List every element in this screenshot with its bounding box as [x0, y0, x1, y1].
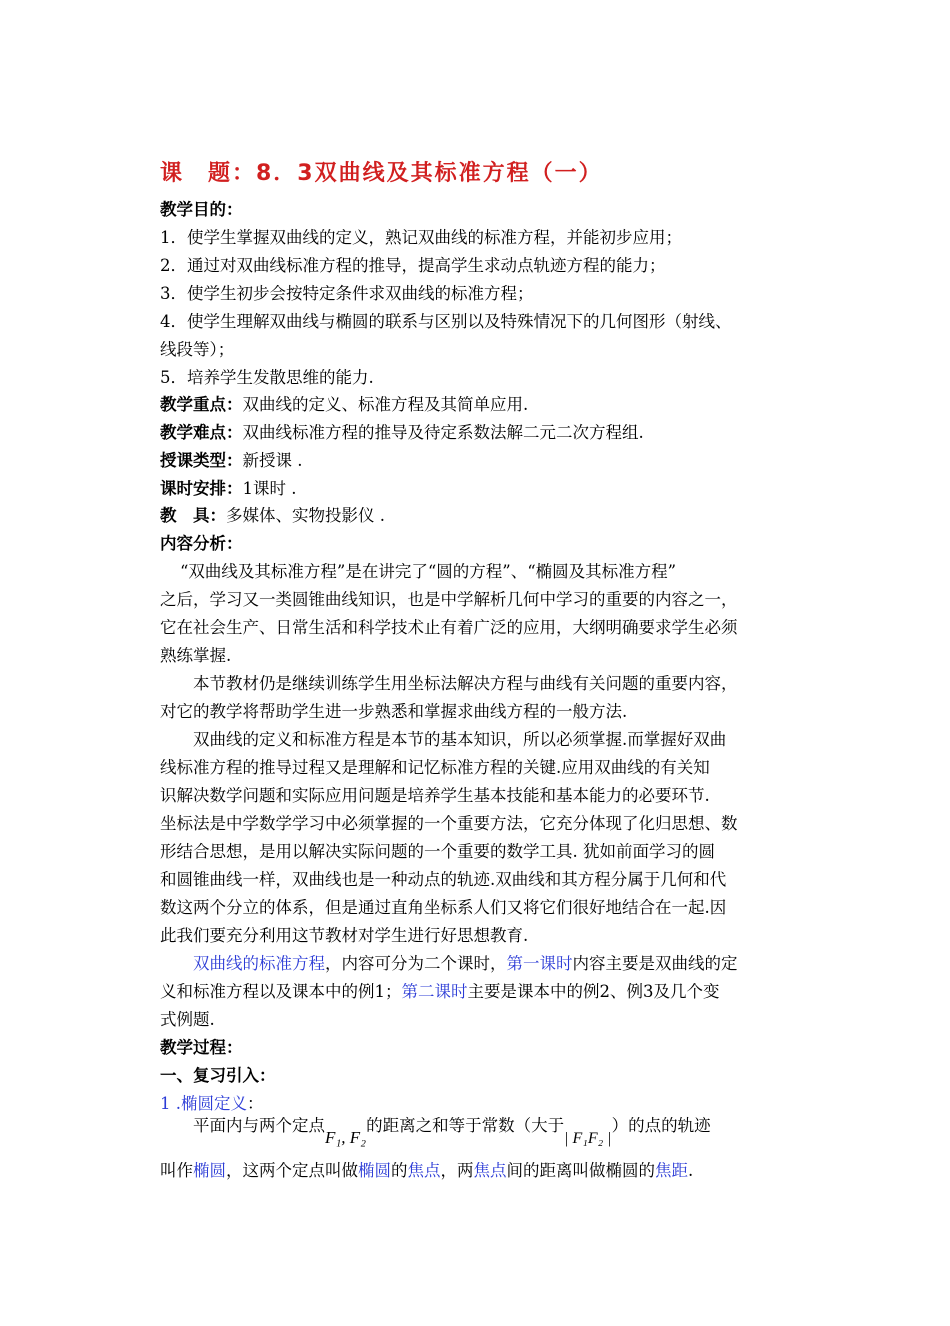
- ellipse-text: ）的点的轨迹: [611, 1116, 711, 1135]
- process-heading: 教学过程：: [160, 1038, 243, 1057]
- analysis-p3-line: 形结合思想，是用以解决实际问题的一个重要的数学工具. 犹如前面学习的圆: [160, 842, 715, 861]
- difficulty: [160, 419, 792, 447]
- difficulty-label: 教学难点：: [160, 423, 243, 442]
- math-foci: F₁, F₂: [325, 1128, 367, 1147]
- ellipse-def-line2: [160, 1157, 792, 1185]
- key-points: [160, 391, 792, 419]
- analysis-p3-line: 识解决数学问题和实际应用问题是培养学生基本技能和基本能力的必要环节.: [160, 786, 710, 805]
- ellipse-text: ，两: [440, 1161, 474, 1180]
- ellipse-text: 间的距离叫做椭圆的: [506, 1161, 655, 1180]
- analysis-p4-text: 主要是课本中的例2、例3及几个变: [467, 982, 720, 1001]
- link-focal-length[interactable]: 焦距: [655, 1161, 688, 1180]
- link-first-lesson[interactable]: 第一课时: [506, 954, 573, 973]
- analysis-p4-text: 义和标准方程以及课本中的例1；: [160, 982, 402, 1001]
- tools-text: 多媒体、实物投影仪 .: [226, 506, 385, 525]
- link-hyperbola-equation[interactable]: 双曲线的标准方程: [193, 954, 325, 973]
- analysis-p4-line3: 式例题.: [160, 1010, 215, 1029]
- link-ellipse[interactable]: 椭圆: [358, 1161, 391, 1180]
- analysis-p3-line: 双曲线的定义和标准方程是本节的基本知识，所以必须掌握.而掌握好双曲: [193, 730, 727, 749]
- time-arrangement: [160, 475, 792, 503]
- analysis-p2-line: 本节教材仍是继续训练学生用坐标法解决方程与曲线有关问题的重要内容，: [193, 674, 738, 693]
- analysis-p1-line: 之后，学习又一类圆锥曲线知识，也是中学解析几何中学习的重要的内容之一，: [160, 590, 738, 609]
- analysis-p4-line2: [160, 978, 792, 1006]
- key-points-label: 教学重点：: [160, 395, 243, 414]
- analysis-p4-line1: [193, 950, 825, 978]
- analysis-p1-line: “双曲线及其标准方程”是在讲完了“圆的方程”、“椭圆及其标准方程”: [180, 562, 677, 581]
- colon: ：: [247, 1094, 264, 1113]
- analysis-p3-line: 和圆锥曲线一样，双曲线也是一种动点的轨迹.双曲线和其方程分属于几何和代: [160, 870, 727, 889]
- key-points-text: 双曲线的定义、标准方程及其简单应用.: [242, 395, 529, 414]
- analysis-p3-line: 此我们要充分利用这节教材对学生进行好思想教育.: [160, 926, 529, 945]
- analysis-p3-line: 线标准方程的推导过程又是理解和记忆标准方程的关键.应用双曲线的有关知: [160, 758, 710, 777]
- link-focus[interactable]: 焦点: [407, 1161, 441, 1180]
- analysis-heading: 内容分析：: [160, 534, 243, 553]
- ellipse-text: ，这两个定点叫做: [226, 1161, 358, 1180]
- objective-item: 4．使学生理解双曲线与椭圆的联系与区别以及特殊情况下的几何图形（射线、: [160, 312, 732, 331]
- analysis-p1-line: 它在社会生产、日常生活和科学技术止有着广泛的应用，大纲明确要求学生必须: [160, 618, 738, 637]
- ellipse-text: 的: [391, 1161, 408, 1180]
- teaching-tools: [160, 502, 792, 530]
- link-focus[interactable]: 焦点: [473, 1161, 507, 1180]
- analysis-p1-line: 熟练掌握.: [160, 646, 232, 665]
- tools-label: 教 具：: [160, 506, 226, 525]
- section-review-intro: 一、复习引入：: [160, 1066, 276, 1085]
- link-ellipse-definition[interactable]: 椭圆定义: [181, 1094, 247, 1113]
- ellipse-text: .: [688, 1161, 694, 1180]
- page-title: 课 题：8．3双曲线及其标准方程（一）: [160, 161, 603, 186]
- time-label: 课时安排：: [160, 479, 243, 498]
- analysis-p4-text: ，内容可分为二个课时，: [325, 954, 507, 973]
- objective-item: 2．通过对双曲线标准方程的推导，提高学生求动点轨迹方程的能力；: [160, 256, 666, 275]
- objective-item: 3．使学生初步会按特定条件求双曲线的标准方程；: [160, 284, 534, 303]
- objective-item: 1．使学生掌握双曲线的定义，熟记双曲线的标准方程，并能初步应用；: [160, 228, 682, 247]
- analysis-p4-text: 内容主要是双曲线的定: [572, 954, 738, 973]
- objective-item: 线段等）；: [160, 340, 235, 359]
- analysis-p2-line: 对它的教学将帮助学生进一步熟悉和掌握求曲线方程的一般方法.: [160, 702, 628, 721]
- ellipse-text: 叫作: [160, 1161, 193, 1180]
- ellipse-text: 平面内与两个定点: [193, 1116, 325, 1135]
- lesson-type: [160, 447, 792, 475]
- objectives-heading: 教学目的：: [160, 200, 243, 219]
- link-ellipse[interactable]: 椭圆: [193, 1161, 226, 1180]
- ellipse-def-line1: [193, 1108, 825, 1145]
- lesson-type-text: 新授课 .: [242, 451, 303, 470]
- link-second-lesson[interactable]: 第二课时: [401, 982, 468, 1001]
- ellipse-num: 1 .: [160, 1094, 181, 1113]
- objective-item: 5．培养学生发散思维的能力.: [160, 368, 374, 387]
- analysis-p3-line: 数这两个分立的体系，但是通过直角坐标系人们又将它们很好地结合在一起.因: [160, 898, 727, 917]
- difficulty-text: 双曲线标准方程的推导及待定系数法解二元二次方程组.: [242, 423, 644, 442]
- lesson-type-label: 授课类型：: [160, 451, 243, 470]
- time-text: 1课时 .: [242, 479, 297, 498]
- analysis-p3-line: 坐标法是中学数学学习中必须掌握的一个重要方法，它充分体现了化归思想、数: [160, 814, 738, 833]
- math-focal-distance: | F₁F₂ |: [564, 1130, 612, 1147]
- ellipse-text: 的距离之和等于常数（大于: [366, 1116, 565, 1135]
